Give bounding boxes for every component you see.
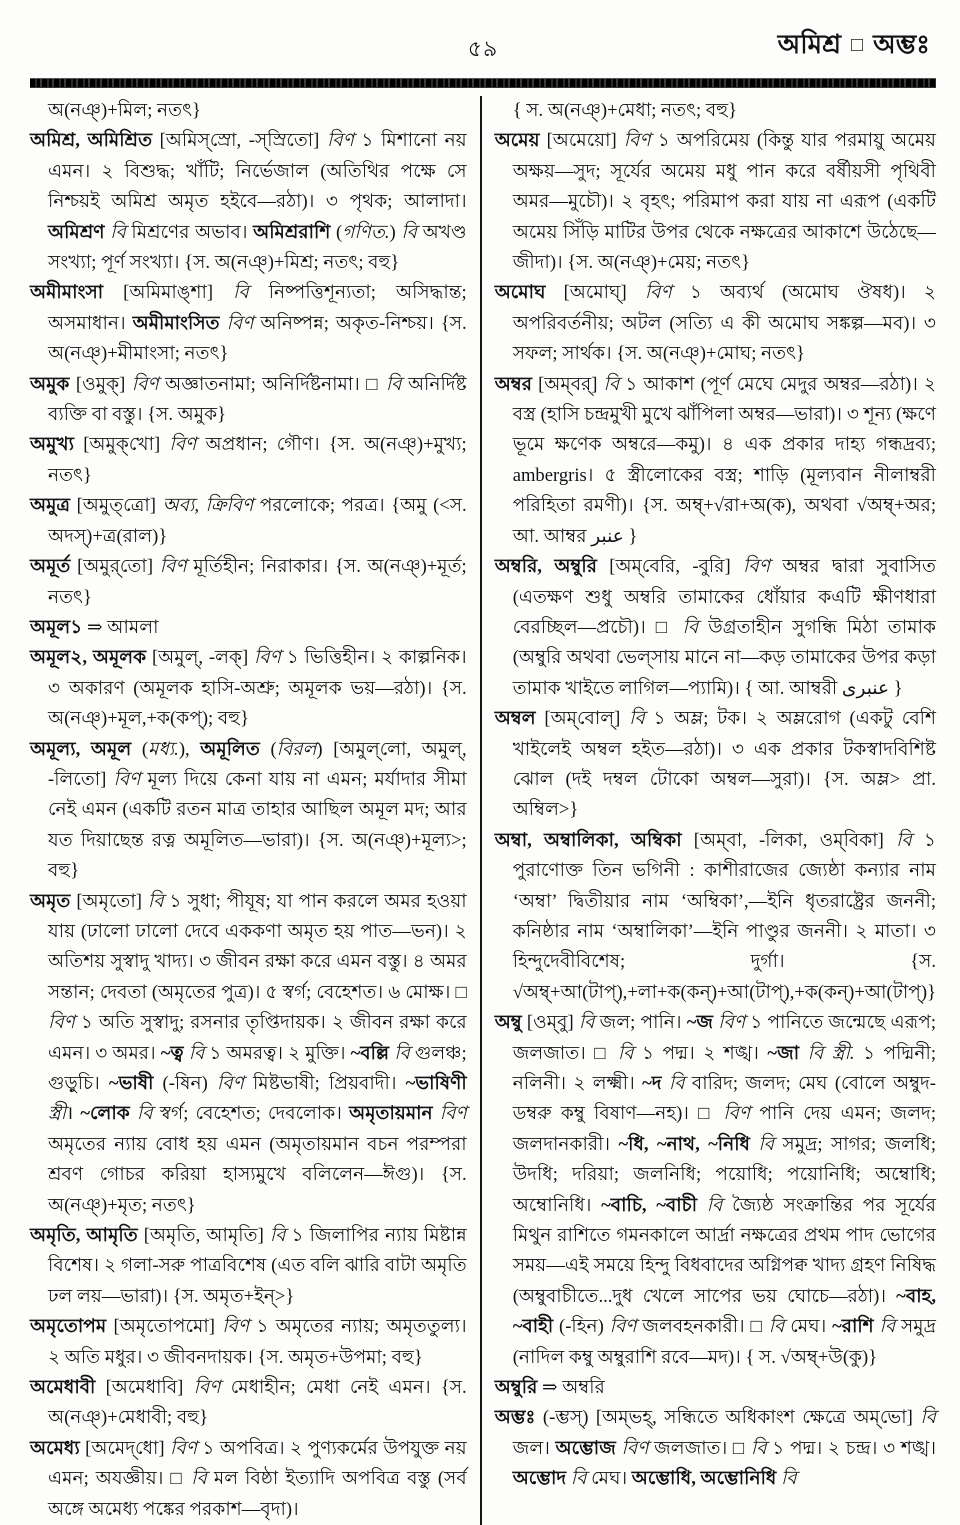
sub-headword: অমেধাবী: [30, 1377, 96, 1399]
pos-label: বিণ: [159, 556, 187, 578]
sub-headword: অম্ভোধি, অম্ভোনিধি: [631, 1468, 777, 1490]
pos-label: বি: [603, 373, 620, 395]
pos-label: বিণ: [609, 1316, 637, 1338]
pos-label: বিণ: [169, 434, 197, 456]
dictionary-entry: অমৃত [অমৃতো] বি ১ সুধা; পীযূষ; যা পান করলে অমর হওয়া যায় (ঢালো ঢালো দেবে এককণা অমৃত হয় পাত—ভন)। ২ অতিশয় সুস্বাদু খাদ্য। ৩ জীবন রক্ষা করে এমন বস্তু। ৪ অমর সন্তান; দেবতা (অমৃতের পুত্র)। ৫ স্বর্গ; বেহেশত। ৬ মোক্ষ। □ বিণ ১ অতি সুস্বাদু; রসনার তৃপ্তিদায়ক। ২ জীবন রক্ষা করে এমন। ৩ অমর। ~ত্ব বি ১ অমরত্ব। ২ মুক্তি। ~বল্লি বি গুলঞ্চ; গুড়ুচি। ~ভাষী (-ষিন) বিণ মিষ্টভাষী; প্রিয়বাদী। ~ভাষিণী স্ত্রী। ~লোক বি স্বর্গ; বেহেশত; দেবলোক। অমৃতায়মান বিণ অমৃতের ন্যায় বোধ হয় এমন (অমৃতায়মান বচন পরম্পরা শ্রবণ গোচর করিয়া হাস্যমুখে বলিলেন—ঈগু)। {স. অ(নঞ্)+মৃত; নতৎ}: [30, 890, 467, 1216]
sub-headword: ~ভাষী: [108, 1073, 154, 1094]
dictionary-entry: অমীমাংসা [অমিমাঙ্‌শা] বি নিষ্পত্তিশূন্যতা; অসিদ্ধান্ত; অসমাধান। অমীমাংসিত বিণ অনিষ্পন্ন; অকৃত-নিশ্চয়। {স. অ(নঞ্)+মীমাংসা; নতৎ}: [30, 282, 467, 365]
left-column: [30, 96, 480, 1525]
sub-headword: অমিশ্র, অমিশ্রিত: [30, 130, 153, 152]
sub-headword: ~রাশি: [832, 1316, 874, 1338]
page-header: [30, 14, 936, 76]
dictionary-entry: অমুখ্য [অমুক্‌খো] বিণ অপ্রধান; গৌণ। {স. অ(নঞ্)+মুখ্য; নতৎ}: [30, 434, 467, 486]
sub-headword: অমৃত: [30, 890, 71, 912]
sub-headword: ~ধি, ~নাথ, ~নিধি: [618, 1133, 750, 1155]
pos-label: বিণ: [131, 373, 159, 395]
pos-label: বি: [780, 1468, 797, 1490]
pos-label: বি: [896, 829, 912, 851]
sub-headword: অম্বল: [494, 708, 536, 730]
guide-separator-box: □: [850, 34, 864, 56]
sub-headword: অম্ভোদ: [512, 1468, 567, 1490]
sub-headword: অম্বুরি: [494, 1377, 538, 1399]
pos-label: স্ত্রী: [48, 1103, 67, 1125]
pos-label: মধ্য.: [148, 738, 179, 760]
pos-label: বিণ: [216, 1073, 244, 1094]
sub-headword: অমিশ্রণ: [48, 221, 105, 243]
guide-words: [778, 24, 930, 68]
entry-continuation: অ(নঞ্)+মিল; নতৎ}: [48, 100, 201, 121]
sub-headword: অমৃতোপম: [30, 1316, 107, 1338]
pos-label: বি: [750, 1437, 767, 1459]
dictionary-entry: অমিশ্র, অমিশ্রিত [অমিস্‌স্রো, -স্‌স্রিতো] বিণ ১ মিশানো নয় এমন। ২ বিশুদ্ধ; খাঁটি; নির্ভেজাল (অতিথির পক্ষে সে নিশ্চয়ই অমিশ্র অমৃত হইবে—রঠা)। ৩ পৃথক; আলাদা। অমিশ্রণ বি মিশ্রণের অভাব। অমিশ্ররাশি (গণিত.) বি অখণ্ড সংখ্যা; পূর্ণ সংখ্যা। {স. অ(নঞ্)+মিশ্র; নতৎ; বহু}: [30, 130, 467, 274]
pos-label: বিণ: [623, 130, 651, 152]
sub-headword: অমীমাংসা: [30, 282, 104, 304]
right-column: [482, 96, 936, 1525]
sub-headword: ~দ: [642, 1073, 662, 1094]
dictionary-entry: অমূল১ ⇒ আমলা: [30, 616, 159, 638]
pos-label: গণিত.: [342, 221, 390, 243]
pos-label: বি: [879, 1316, 896, 1338]
guide-word-left: অমিশ্র: [777, 30, 841, 59]
pos-label: বিণ: [170, 1437, 197, 1459]
page-number: ৫৯: [467, 36, 499, 61]
two-column-text: [30, 96, 936, 1525]
pos-label: বি: [188, 1042, 205, 1064]
dictionary-entry: অম্বুরি ⇒ অম্বরি: [494, 1377, 605, 1399]
dictionary-entry: অমেধাবী [অমেধাবি] বিণ মেধাহীন; মেধা নেই এমন। {স. অ(নঞ্)+মেধাবী; বহু}: [30, 1377, 467, 1429]
sub-headword: অমোঘ: [494, 282, 546, 304]
dictionary-entry: অমোঘ [অমোঘ্] বিণ ১ অব্যর্থ (অমোঘ ঔষধ)। ২ অপরিবর্তনীয়; অটল (সত্যি এ কী অমোঘ সঙ্কল্প—মব)। ৩ সফল; সার্থক। {স. অ(নঞ্)+মোঘ; নতৎ}: [494, 282, 936, 365]
dictionary-entry: অম্বর [অম্‌বর্] বি ১ আকাশ (পূর্ণ মেঘে মেদুর অম্বর—রঠা)। ২ বস্ত্র (হাসি চন্দ্রমুখী মুখে ঝাঁপিলা অম্বর—ভারা)। ৩ শূন্য (ক্ষণে ভূমে ক্ষণেক অম্বরে—কমু)। ৪ এক প্রকার দাহ্য গন্ধদ্রব্য; ambergris। ৫ স্ত্রীলোকের বস্ত্র; শাড়ি (মূল্যবান নীলাম্বরী পরিহিতা রমণী)। {স. অম্ব্+√রা+অ(ক), অথবা √অম্ব্+অর; আ. আম্বর عنبر }: [494, 373, 937, 547]
sub-headword: অমেধ্য: [30, 1437, 80, 1459]
pos-label: বি: [617, 1042, 634, 1064]
dictionary-entry: অমৃতোপম [অমৃতোপমো] বিণ ১ অমৃতের ন্যায়; অমৃততুল্য। ২ অতি মধুর। ৩ জীবনদায়ক। {স. অমৃত+উপমা; বহু}: [30, 1316, 467, 1368]
pos-label: বি: [401, 221, 417, 243]
pos-label: বিরল: [276, 738, 317, 760]
dictionary-entry: অমূল২, অমূলক [অমুল্, -লক্] বিণ ১ ভিত্তিহীন। ২ কাল্পনিক। ৩ অকারণ (অমূলক হাসি-অশ্রু; অমূলক ভয়—রঠা)। {স. অ(নঞ্)+মূল,+ক(কপ্); বহু}: [30, 647, 467, 730]
pos-label: বি: [233, 282, 249, 304]
pos-label: বিণ: [48, 1012, 75, 1034]
dictionary-entry: অমুত্র [অমুত্‌ত্রো] অব্য, ক্রিবিণ পরলোকে; পরত্র। {অমু (<স. অদস্)+ত্র(রাল)}: [30, 495, 467, 547]
pos-label: বিণ: [621, 1437, 649, 1459]
sub-headword: অম্ভঃ: [494, 1407, 536, 1429]
pos-label: বিণ: [743, 556, 770, 578]
pos-label: বি: [269, 1225, 286, 1247]
sub-headword: অম্বু: [494, 1012, 522, 1034]
sub-headword: অমূর্ত: [30, 556, 71, 578]
sub-headword: ~বল্লি: [350, 1042, 390, 1064]
sub-headword: অমূল্য, অমূল: [30, 738, 132, 760]
pos-label: বি: [668, 1073, 685, 1094]
pos-label: বি: [706, 1194, 723, 1216]
pos-label: বি: [768, 1316, 785, 1338]
pos-label: বিণ: [226, 312, 254, 334]
pos-label: বি: [147, 890, 164, 912]
pos-label: বি: [758, 1133, 775, 1155]
sub-headword: অমূল১: [30, 616, 83, 638]
pos-label: বিণ: [644, 282, 672, 304]
sub-headword: অম্বরি, অম্বুরি: [494, 556, 597, 578]
pos-label: বি: [629, 708, 645, 730]
sub-headword: অম্বর: [494, 373, 532, 395]
pos-label: বিণ: [222, 1316, 250, 1338]
sub-headword: ~জ: [686, 1012, 713, 1034]
sub-headword: অমূল২, অমূলক: [30, 647, 147, 669]
pos-label: বিণ: [253, 647, 281, 669]
dictionary-entry: অম্বু [ওম্‌বু] বি জল; পানি। ~জ বিণ ১ পানিতে জন্মেছে এরূপ; জলজাত। □ বি ১ পদ্ম। ২ শঙ্খ। ~জা বি স্ত্রী. ১ পদ্মিনী; নলিনী। ২ লক্ষ্মী। ~দ বি বারিদ; জলদ; মেঘ (বোলে অম্বুদ-ডম্বরু কম্বু বিষাণ—নহ)। □ বিণ পানি দেয় এমন; জলদ; জলদানকারী। ~ধি, ~নাথ, ~নিধি বি সমুদ্র; সাগর; জলধি; উদধি; দরিয়া; জলনিধি; পয়োধি; পয়োনিধি; অম্বোধি; অম্বোনিধি। ~বাচি, ~বাচী বি জ্যৈষ্ঠ সংক্রান্তির পর সূর্যের মিথুন রাশিতে গমনকালে আর্দ্রা নক্ষত্রের প্রথম পাদ ভোগের সময়—এই সময়ে হিন্দু বিধবাদের অগ্নিপক্ব খাদ্য গ্রহণ নিষিদ্ধ (অম্বুবাচীতে...দুধ খেলে সাপের ভয় ঘোচে—রঠা)। ~বাহ, ~বাহী (-হিন) বিণ জলবহনকারী। □ বি মেঘ। ~রাশি বি সমুদ্র (নাদিল কম্বু অম্বুরাশি রবে—মদ)। { স. √অম্ব্+উ(কু)}: [494, 1012, 936, 1368]
sub-headword: অমৃতায়মান: [349, 1103, 433, 1125]
dictionary-entry: অম্ভঃ (-ম্ভস্) [অম্‌ভহ্, সন্ধিতে অধিকাংশ ক্ষেত্রে অম্‌ভো] বি জল। অম্ভোজ বিণ জলজাত। □ বি ১ পদ্ম। ২ চন্দ্র। ৩ শঙ্খ। অম্ভোদ বি মেঘ। অম্ভোধি, অম্ভোনিধি বি: [494, 1407, 937, 1490]
dictionary-entry: অম্বা, অম্বালিকা, অম্বিকা [অম্‌বা, -লিকা, ওম্‌বিকা] বি ১ পুরাণোক্ত তিন ভগিনী : কাশীরাজের জ্যেষ্ঠা কন্যার নাম ‘অম্বা’ দ্বিতীয়ার নাম ‘অম্বিকা’,—ইনি ধৃতরাষ্ট্রের জননী; কনিষ্ঠার নাম ‘অম্বালিকা’—ইনি পাণ্ডুর জননী। ২ মাতা। ৩ হিন্দুদেবীবিশেষ; দুর্গা। {স. √অম্ব্+আ(টাপ্),+লা+ক(কন্)+আ(টাপ্),+ক(কন্)+আ(টাপ্)}: [494, 829, 937, 1003]
dictionary-entry: অমেয় [অমেয়ো] বিণ ১ অপরিমেয় (কিন্তু যার পরমায়ু অমেয় অক্ষয়—সুদ; সূর্যের অমেয় মধু পান করে বর্ষীয়সী পৃথিবী অমর—মুচৌ)। ২ বৃহৎ; পরিমাপ করা যায় না এরূপ (একটি অমেয় সিঁড়ি মাটির উপর থেকে নক্ষত্রের আকাশে উঠেছে—জীদা)। {স. অ(নঞ্)+মেয়; নতৎ}: [494, 130, 936, 274]
pos-label: বি: [578, 1012, 595, 1034]
sub-headword: ~বাহ, ~বাহী: [512, 1285, 936, 1338]
sub-headword: অমুখ্য: [30, 434, 75, 456]
dictionary-entry: অমূল্য, অমূল (মধ্য.), অমূলিত (বিরল) [অমুল্‌লো, অমুল্, -লিতো] বিণ মূল্য দিয়ে কেনা যায় না এমন; মর্যাদার সীমা নেই এমন (একটি রতন মাত্র তাহার আছিল অমূল মদ; আর যত দিয়াছেন্ত রত্ন অমূলিত—ভারা)। {স. অ(নঞ্)+মূল্য>; বহু}: [30, 738, 467, 882]
sub-headword: ~ত্ব: [160, 1042, 184, 1064]
dictionary-entry: অমুক [ওমুক্] বিণ অজ্ঞাতনামা; অনির্দিষ্টনামা। □ বি অনির্দিষ্ট ব্যক্তি বা বস্তু। {স. অমুক}: [30, 373, 467, 426]
pos-label: বি: [682, 616, 699, 638]
sub-headword: অমিশ্ররাশি: [253, 221, 331, 243]
pos-label: বি: [191, 1468, 207, 1490]
pos-label: বিণ: [113, 768, 141, 790]
pos-label: বিণ: [723, 1103, 751, 1125]
sub-headword: অম্ভোজ: [555, 1437, 616, 1459]
pos-label: বি: [385, 373, 402, 395]
pos-label: বিণ: [439, 1103, 467, 1125]
sub-headword: ~বাচি, ~বাচী: [601, 1194, 698, 1216]
header-rule: [30, 78, 936, 88]
sub-headword: অমূলিত: [200, 738, 260, 760]
pos-label: বি: [920, 1407, 936, 1429]
dictionary-entry: অমূর্ত [অমুর্‌তো] বিণ মূর্তিহীন; নিরাকার। {স. অ(নঞ্)+মূর্ত; নতৎ}: [30, 556, 467, 608]
pos-label: বিণ: [326, 130, 354, 152]
dictionary-entry: অমেধ্য [অমেদ্‌ধো] বিণ ১ অপবিত্র। ২ পুণ্যকর্মের উপযুক্ত নয় এমন; অযজ্ঞীয়। □ বি মল বিষ্ঠা ইত্যাদি অপবিত্র বস্তু (সর্ব অঙ্গে অমেধ্য পঙ্কের পরকাশ—বৃদা)।: [30, 1437, 467, 1520]
pos-label: অব্য, ক্রিবিণ: [162, 495, 254, 517]
sub-headword: ~লোক: [80, 1103, 130, 1125]
dictionary-entry: অমৃতি, আমৃতি [অমৃতি, আমৃতি] বি ১ জিলাপির ন্যায় মিষ্টান্ন বিশেষ। ২ গলা-সরু পাত্রবিশেষ (এত বলি ঝারি বাটা অমৃতি ঢল লয়—ভারা)। {স. অমৃত+ইন্>}: [30, 1225, 467, 1307]
pos-label: বি: [394, 1042, 410, 1064]
pos-label: বিণ: [718, 1012, 746, 1034]
sub-headword: অমেয়: [494, 130, 540, 152]
dictionary-entry: অম্বরি, অম্বুরি [অম্‌বেরি, -বুরি] বিণ অম্বর দ্বারা সুবাসিত (এতক্ষণ শুধু অম্বরি তামাকের ধোঁয়ার কএটি ক্ষীণধারা বেরচ্ছিল—প্রচৌ)। □ বি উগ্রতাহীন সুগন্ধি মিঠা তামাক (অম্বুরি অথবা ভেল্‌সায় মানে না—কড় তামাকের উপর কড়া তামাক খাইতে লাগিল—প্যামি)। { আ. আম্বরী عنبرى }: [494, 556, 937, 699]
guide-word-right: অম্ভঃ: [873, 30, 930, 59]
sub-headword: অমুত্র: [30, 495, 71, 517]
sub-headword: অমৃতি, আমৃতি: [30, 1225, 138, 1247]
sub-headword: ~ভাষিণী: [405, 1073, 467, 1094]
pos-label: বি: [110, 221, 126, 243]
dictionary-entry: অম্বল [অম্‌বোল্] বি ১ অম্ল; টক। ২ অম্লরোগ (একটু বেশি খাইলেই অম্বল হইত—রঠা)। ৩ এক প্রকার টকস্বাদবিশিষ্ট ঝোল (দই দম্বল টোকো অম্বল—সুরা)। {স. অম্ল> প্রা. অম্বিল>}: [494, 708, 936, 821]
sub-headword: অমুক: [30, 373, 70, 395]
sub-headword: ~জা: [767, 1042, 800, 1064]
pos-label: বি: [570, 1468, 587, 1490]
pos-label: বি স্ত্রী.: [807, 1042, 855, 1064]
pos-label: বি: [136, 1103, 153, 1125]
entry-continuation: { স. অ(নঞ্)+মেধা; নতৎ; বহু}: [512, 100, 738, 121]
sub-headword: অমীমাংসিত: [132, 312, 220, 334]
sub-headword: অম্বা, অম্বালিকা, অম্বিকা: [494, 829, 682, 851]
pos-label: বিণ: [193, 1377, 221, 1399]
